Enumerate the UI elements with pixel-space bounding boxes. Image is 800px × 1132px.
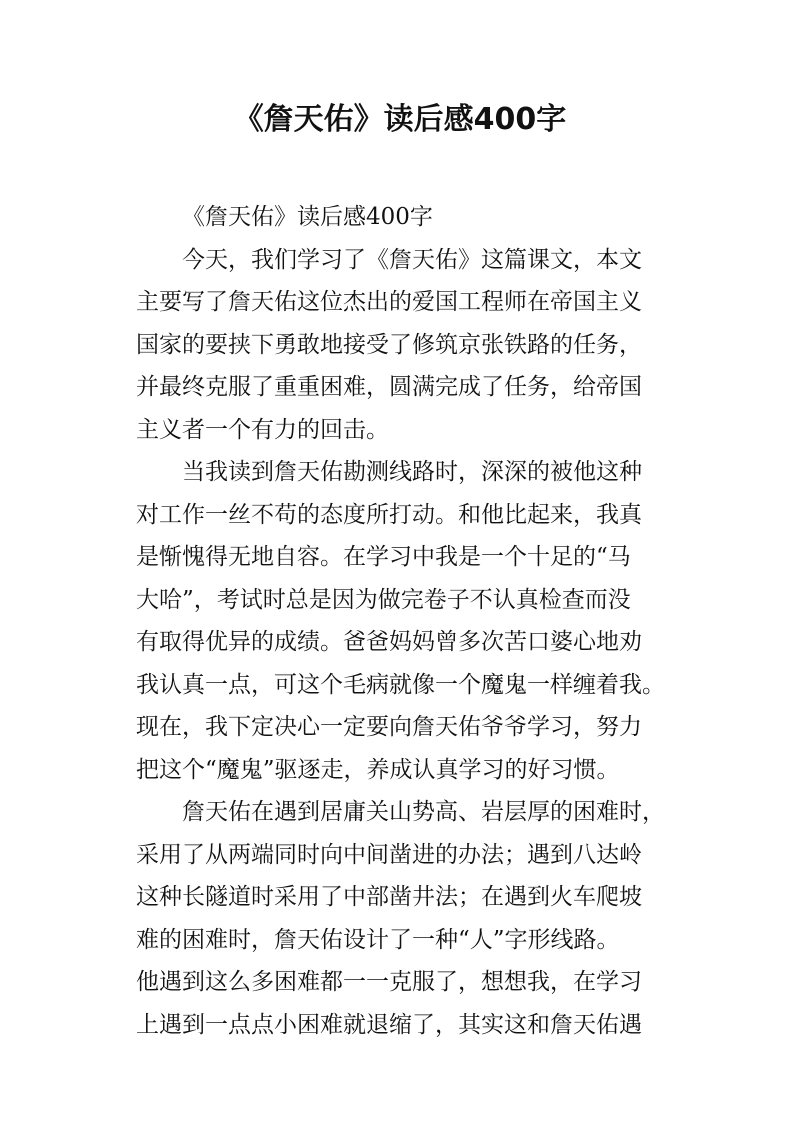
- paragraph-line: 主义者一个有力的回击。: [136, 416, 389, 443]
- document-title: 《詹天佑》读后感400字: [233, 102, 567, 137]
- paragraph-line: 当我读到詹天佑勘测线路时，深深的被他这种: [182, 459, 642, 485]
- paragraph-line: 主要写了詹天佑这位杰出的爱国工程师在帝国主义: [136, 289, 642, 315]
- paragraph-line: 詹天佑在遇到居庸关山势高、岩层厚的困难时，: [182, 799, 665, 825]
- document-body: [136, 196, 696, 1046]
- paragraph-line: 大哈”，考试时总是因为做完卷子不认真检查而没: [136, 586, 631, 613]
- paragraph-line: 把这个“魔鬼”驱逐走，养成认真学习的好习惯。: [136, 756, 620, 783]
- paragraph-line: 上遇到一点点小困难就退缩了，其实这和詹天佑遇: [136, 1011, 642, 1038]
- paragraph-line: 国家的要挟下勇敢地接受了修筑京张铁路的任务，: [136, 331, 642, 358]
- paragraph-line: 采用了从两端同时向中间凿进的办法；遇到八达岭: [136, 841, 642, 868]
- paragraph-line: 他遇到这么多困难都一一克服了，想想我，在学习: [136, 969, 642, 995]
- paragraph-line: 对工作一丝不苟的态度所打动。和他比起来，我真: [136, 501, 642, 528]
- paragraph-line: 有取得优异的成绩。爸爸妈妈曾多次苦口婆心地劝: [136, 629, 642, 655]
- paragraph-line: 我认真一点，可这个毛病就像一个魔鬼一样缠着我。: [136, 671, 665, 698]
- paragraph-line: 是惭愧得无地自容。在学习中我是一个十足的“马: [136, 544, 631, 570]
- document-subtitle: 《詹天佑》读后感400字: [182, 204, 433, 230]
- paragraph-line: 今天，我们学习了《詹天佑》这篇课文，本文: [182, 246, 642, 273]
- paragraph-line: 并最终克服了重重困难，圆满完成了任务，给帝国: [136, 374, 642, 400]
- paragraph-line: 这种长隧道时采用了中部凿井法；在遇到火车爬坡: [136, 884, 642, 910]
- paragraph-line: 难的困难时，詹天佑设计了一种“人”字形线路。: [136, 926, 620, 953]
- paragraph-line: 现在，我下定决心一定要向詹天佑爷爷学习，努力: [136, 714, 642, 740]
